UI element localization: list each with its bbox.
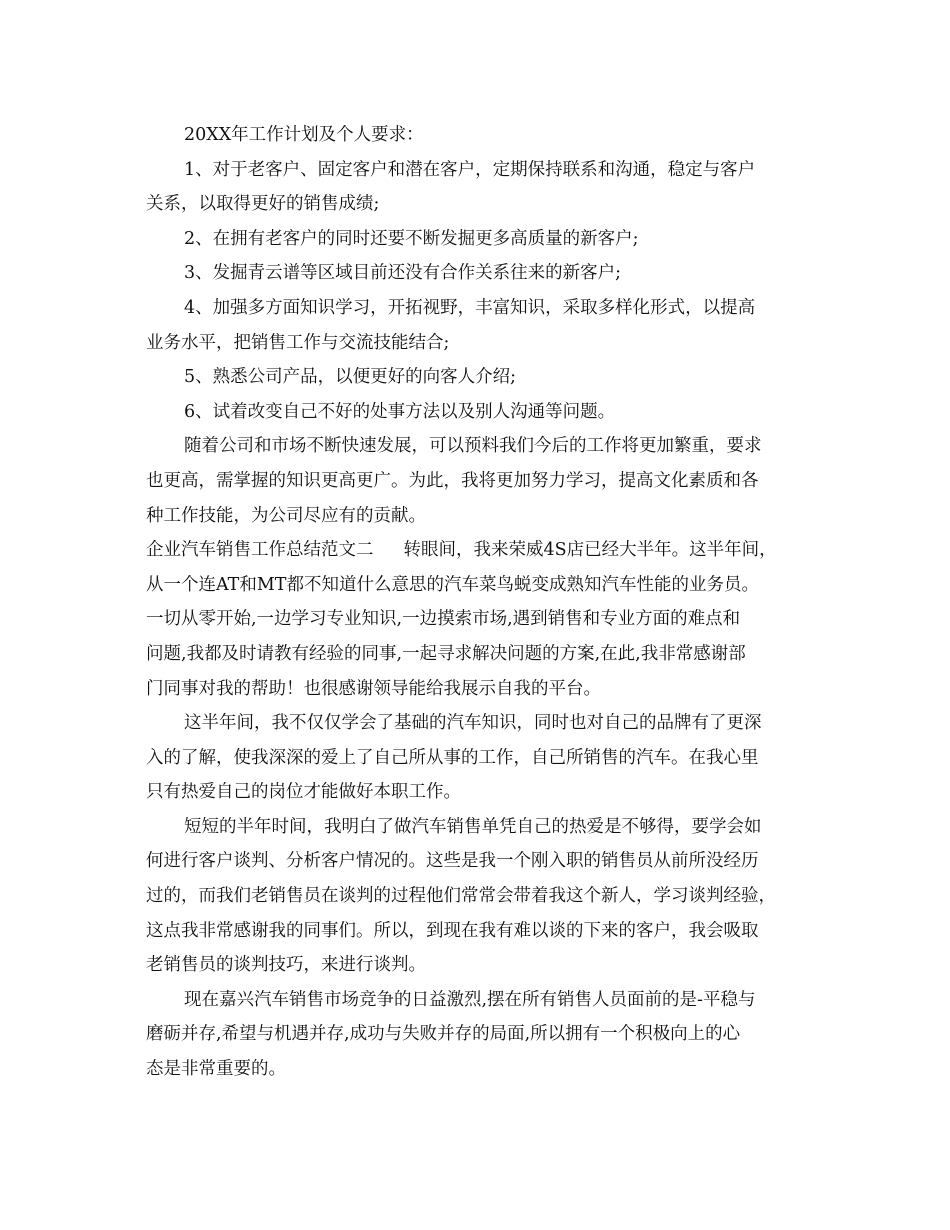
text-line-content: 这点我非常感谢我的同事们。所以，到现在我有难以谈的下来的客户，我会吸取 (146, 920, 759, 941)
text-line (146, 602, 806, 637)
text-line-content: 只有热爱自己的岗位才能做好本职工作。 (146, 782, 461, 803)
text-line (146, 1017, 806, 1052)
text-line-content: 这半年间，我不仅仅学会了基础的汽车知识，同时也对自己的品牌有了更深 (184, 713, 762, 734)
text-line (146, 118, 806, 153)
text-line (146, 256, 806, 291)
text-line (146, 1052, 806, 1087)
text-line-content: 企业汽车销售工作总结范文二 (146, 540, 374, 561)
text-line-content: 20XX年工作计划及个人要求： (184, 125, 424, 145)
text-line-continuation: 转眼间，我来荣威4S店已经大半年。这半年间， (403, 540, 777, 561)
text-line (146, 153, 806, 188)
text-line (146, 360, 806, 395)
text-line-content: 磨砺并存,希望与机遇并存,成功与失败并存的局面,所以拥有一个积极向上的心 (146, 1024, 741, 1045)
text-line-content: 种工作技能，为公司尽应有的贡献。 (146, 505, 426, 526)
text-line (146, 395, 806, 430)
text-line (146, 914, 806, 949)
text-line (146, 222, 806, 257)
text-line (146, 464, 806, 499)
text-line-content: 也更高，需掌握的知识更高更广。为此，我将更加努力学习，提高文化素质和各 (146, 470, 759, 491)
text-line-content: 态是非常重要的。 (146, 1059, 286, 1080)
text-line-content: 老销售员的谈判技巧，来进行谈判。 (146, 955, 426, 976)
text-line-content: 何进行客户谈判、分析客户情况的。这些是我一个刚入职的销售员从前所没经历 (146, 851, 759, 872)
text-line-content: 短短的半年时间，我明白了做汽车销售单凭自己的热爱是不够得，要学会如 (184, 816, 762, 837)
text-line-content: 6、试着改变自己不好的处事方法以及别人沟通等问题。 (184, 401, 616, 422)
text-line (146, 844, 806, 879)
text-line-content: 业务水平，把销售工作与交流技能结合; (146, 332, 450, 353)
text-line (146, 775, 806, 810)
text-line (146, 879, 806, 914)
text-line (146, 810, 806, 845)
text-line-content: 一切从零开始,一边学习专业知识,一边摸索市场,遇到销售和专业方面的难点和 (146, 609, 741, 630)
text-line-content: 3、发掘青云谱等区域目前还没有合作关系往来的新客户; (184, 263, 622, 284)
text-line (146, 741, 806, 776)
text-line-content: 随着公司和市场不断快速发展，可以预料我们今后的工作将更加繁重，要求 (184, 436, 762, 457)
text-line-content: 2、在拥有老客户的同时还要不断发掘更多高质量的新客户; (184, 228, 639, 249)
text-line-content: 问题,我都及时请教有经验的同事,一起寻求解决问题的方案,在此,我非常感谢部 (146, 643, 746, 664)
text-line-content: 1、对于老客户、固定客户和潜在客户，定期保持联系和沟通，稳定与客户 (184, 159, 756, 180)
text-line (146, 672, 806, 707)
text-line (146, 187, 806, 222)
text-line (146, 568, 806, 603)
text-line-content: 现在嘉兴汽车销售市场竞争的日益激烈,摆在所有销售人员面前的是-平稳与 (184, 989, 756, 1010)
text-line-content: 从一个连AT和MT都不知道什么意思的汽车菜鸟蜕变成熟知汽车性能的业务员。 (146, 574, 759, 595)
text-line (146, 637, 806, 672)
text-line (146, 326, 806, 361)
text-line (146, 291, 806, 326)
text-line (146, 706, 806, 741)
text-line-content: 门同事对我的帮助！也很感谢领导能给我展示自我的平台。 (146, 678, 601, 699)
text-line-content: 5、熟悉公司产品，以便更好的向客人介绍; (184, 367, 517, 388)
text-line (146, 533, 806, 568)
text-line-content: 入的了解，使我深深的爱上了自己所从事的工作，自己所销售的汽车。在我心里 (146, 747, 759, 768)
text-line (146, 983, 806, 1018)
text-line-content: 4、加强多方面知识学习，开拓视野，丰富知识，采取多样化形式，以提高 (184, 297, 756, 318)
document-body (146, 118, 806, 1087)
text-line-content: 关系，以取得更好的销售成绩; (146, 194, 380, 215)
text-line (146, 499, 806, 534)
text-line (146, 429, 806, 464)
text-line (146, 948, 806, 983)
text-line-content: 过的，而我们老销售员在谈判的过程他们常常会带着我这个新人，学习谈判经验， (146, 886, 776, 907)
